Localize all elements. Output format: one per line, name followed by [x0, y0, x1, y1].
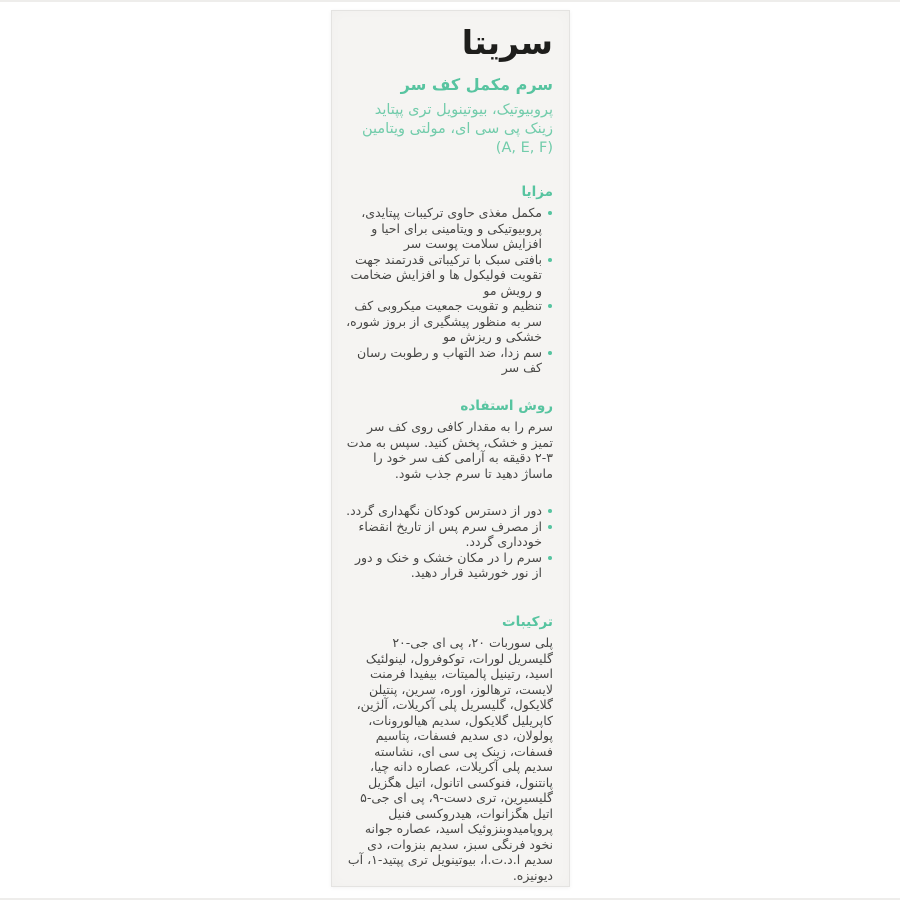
product-title: سرم مکمل کف سر	[400, 75, 553, 94]
usage-heading: روش استفاده	[460, 398, 553, 414]
usage-section	[345, 398, 553, 481]
benefits-section	[345, 184, 553, 376]
usage-text: سرم را به مقدار کافی روی کف سر تمیز و خشک، پخش کنید. سپس به مدت ۳-۲ دقیقه به آرامی کف سر خود را ماساژ دهید تا سرم جذب شود.	[346, 419, 553, 481]
warning-item: سرم را در مکان خشک و خنک و دور از نور خورشید قرار دهید.	[345, 550, 553, 581]
subtitle-vitamins: (A, E, F)	[495, 140, 553, 156]
warnings-section	[345, 503, 553, 581]
benefits-list	[345, 205, 553, 376]
benefit-item: مکمل مغذی حاوی ترکیبات پپتایدی، پروبیوتیکی و ویتامینی برای احیا و افزایش سلامت پوست سر	[345, 205, 553, 252]
ingredients-heading: ترکیبات	[502, 614, 553, 630]
ingredients-text: پلی سوربات ۲۰، پی ای جی-۲۰ گلیسریل لورات، توکوفرول، لینولئیک اسید، رتینیل پالمیتات، بیفیدا فرمنت لایست، ترهالوز، اوره، سرین، پنتیلن گلایکول، گلیسریل پلی آکریلات، آلژین، کاپریلیل گلایکول، سدیم هیالورونات، پولولان، دی سدیم فسفات، پتاسیم فسفات، زینک پی سی ای، نشاسته سدیم پلی آکریلات، عصاره دانه چیا، پانتنول، فنوکسی اتانول، اتیل هگزیل گلیسیرین، تری دست-۹، پی ای جی-۵ اتیل هگزانوات، هیدروکسی فنیل پروپامیدوبنزوئیک اسید، عصاره جوانه نخود فرنگی سبز، سدیم بنزوات، دی سدیم ا.د.ت.ا، بیوتینویل تری پپتید-۱، آب دیونیزه.	[347, 635, 553, 883]
product-subtitle	[345, 101, 553, 158]
benefit-item: تنظیم و تقویت جمعیت میکروبی کف سر به منظور پیشگیری از بروز شوره، خشکی و ریزش مو	[345, 298, 553, 345]
warnings-list	[345, 503, 553, 581]
product-box-panel	[331, 10, 570, 887]
benefits-heading: مزایا	[521, 184, 553, 200]
warning-item: از مصرف سرم پس از تاریخ انقضاء خودداری گردد.	[345, 519, 553, 550]
ingredients-section	[345, 614, 553, 883]
subtitle-line-2: زینک پی سی ای، مولتی ویتامین	[362, 121, 553, 137]
benefit-item: سم زدا، ضد التهاب و رطوبت رسان کف سر	[345, 345, 553, 376]
brand-logo: سریتا	[461, 23, 553, 62]
warning-item: دور از دسترس کودکان نگهداری گردد.	[345, 503, 553, 519]
benefit-item: بافتی سبک با ترکیباتی قدرتمند جهت تقویت فولیکول ها و افزایش ضخامت و رویش مو	[345, 252, 553, 299]
subtitle-line-1: پروبیوتیک، بیوتینویل تری پپتاید	[374, 102, 553, 118]
